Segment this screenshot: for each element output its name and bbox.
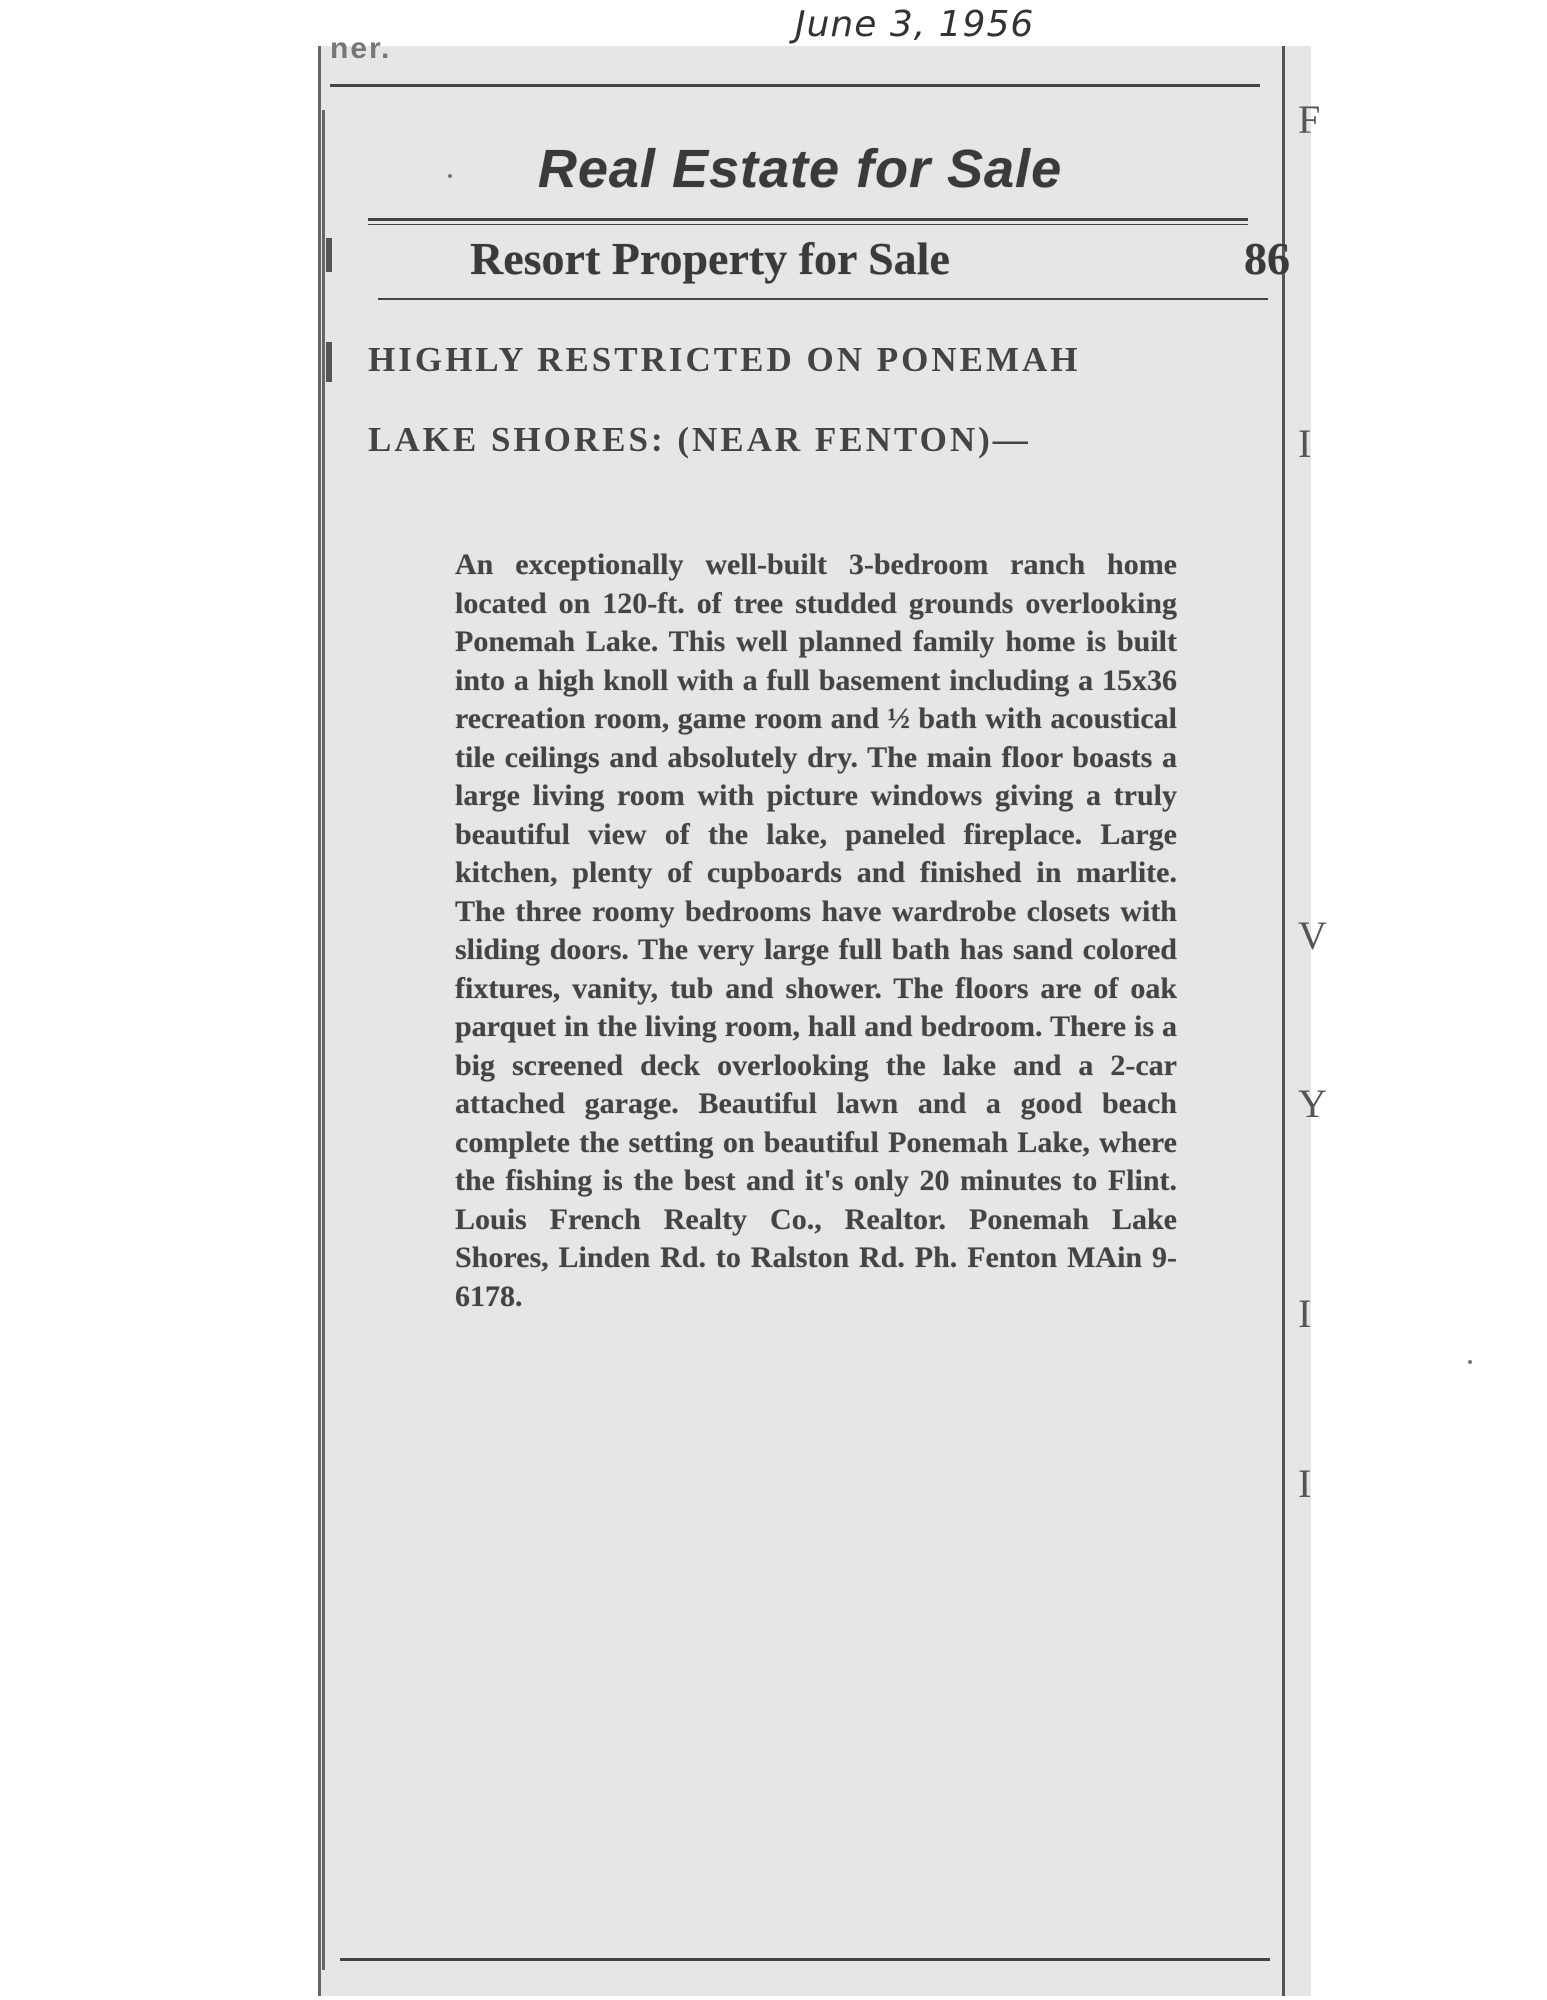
clipping-right-edge <box>1282 46 1285 1996</box>
headline-line-2: LAKE SHORES: (NEAR FENTON)— <box>368 420 1031 459</box>
neighbor-column-letter: V <box>1298 913 1327 958</box>
subsection-label: Resort Property for Sale <box>470 233 950 284</box>
neighbor-column-letter: I <box>1298 421 1312 466</box>
neighbor-column-letter: I <box>1298 1461 1312 1506</box>
neighbor-column-mark <box>326 238 332 272</box>
headline-line-1: HIGHLY RESTRICTED ON PONEMAH <box>368 340 1081 379</box>
neighbor-column-letter: F <box>1298 97 1321 142</box>
subsection-rule <box>378 298 1268 300</box>
neighbor-column-letter: I <box>1298 1291 1312 1336</box>
handwritten-date: June 3, 1956 <box>795 4 1035 45</box>
title-rule <box>368 218 1248 221</box>
neighbor-column-letter: Y <box>1298 1081 1327 1126</box>
scan-speck <box>448 174 452 178</box>
masthead-scrap: ner. <box>330 32 392 65</box>
clipping-left-edge <box>322 110 325 1970</box>
scan-speck <box>1468 1360 1472 1364</box>
section-title: Real Estate for Sale <box>537 139 1063 199</box>
subsection-number: 86 <box>1244 233 1290 284</box>
top-rule <box>330 84 1260 87</box>
title-rule-thin <box>368 224 1248 225</box>
bottom-rule <box>340 1958 1270 1961</box>
ad-body-text: An exceptionally well-built 3-bedroom ranch home located on 120-ft. of tree studded grounds overlooking Ponemah Lake. This well planned family home is built into a high knoll with a full basement including a 15x36 recreation room, game room and ½ bath with acoustical tile ceilings and absolutely dry. The main floor boasts a large living room with picture windows giving a truly beautiful view of the lake, paneled fireplace. Large kitchen, plenty of cupboards and finished in marlite. The three roomy bedrooms have wardrobe closets with sliding doors. The very large full bath has sand colored fixtures, vanity, tub and shower. The floors are of oak parquet in the living room, hall and bedroom. There is a big screened deck overlooking the lake and a 2-car attached garage. Beautiful lawn and a good beach complete the setting on beautiful Ponemah Lake, where the fishing is the best and it's only 20 minutes to Flint. Louis French Realty Co., Realtor. Ponemah Lake Shores, Linden Rd. to Ralston Rd. Ph. Fenton MAin 9-6178. <box>455 548 1177 1313</box>
neighbor-column-mark <box>326 342 332 382</box>
subsection-heading <box>470 232 1290 285</box>
